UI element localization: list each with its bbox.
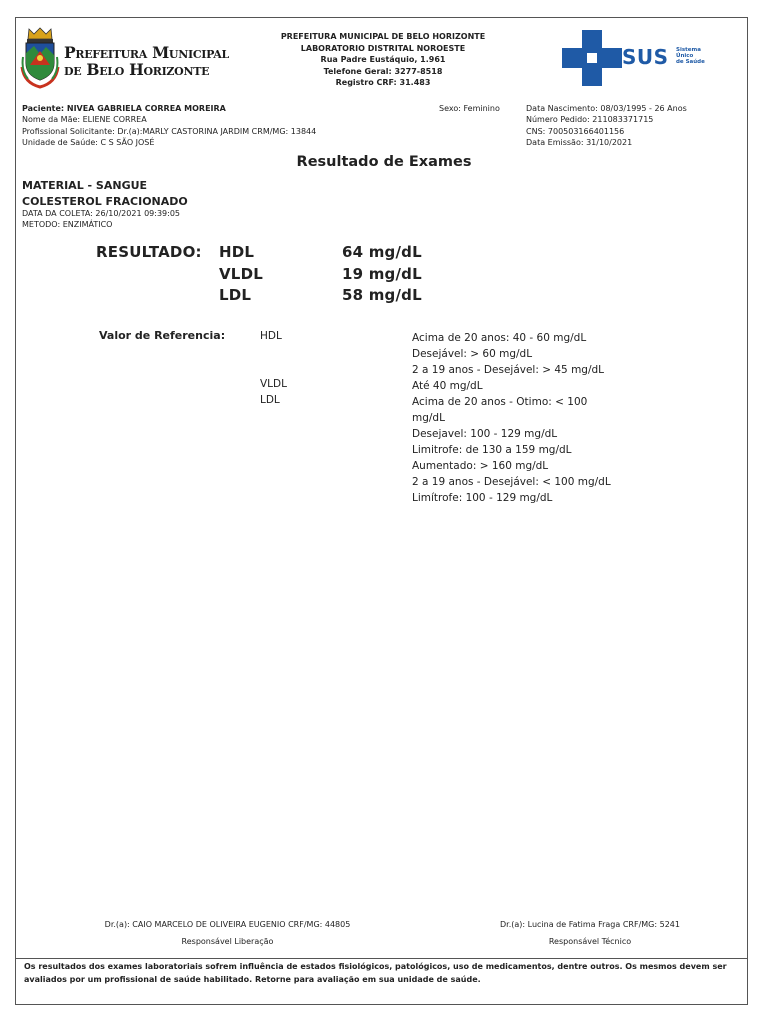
lab-header — [170, 31, 596, 89]
footer-disclaimer: Os resultados dos exames laboratoriais sofrem influência de estados fisiológicos, patológicos, uso de medicamentos, dentre outros. Os mesmos devem ser avaliados por um profissional de saúde habilitado. Retorne para avaliação em sua unidade de saúde. — [24, 962, 727, 984]
reference-line: 2 a 19 anos - Desejável: > 45 mg/dL — [412, 364, 605, 376]
reference-line: Desejável: > 60 mg/dL — [412, 348, 533, 360]
patient-name: Paciente: NIVEA GABRIELA CORREA MOREIRA — [22, 104, 226, 113]
reference-line: Limitrofe: de 130 a 159 mg/dL — [412, 444, 572, 456]
lab-crf: Registro CRF: 31.483 — [335, 78, 431, 87]
sus-word: SUS — [622, 45, 669, 69]
patient-requester: Profissional Solicitante: Dr.(a):MARLY CASTORINA JARDIM CRM/MG: 13844 — [22, 126, 317, 136]
sus-cross-icon — [562, 30, 624, 86]
coat-of-arms-icon — [20, 27, 60, 89]
result-ldl-name: LDL — [219, 286, 252, 304]
reference-line: Limítrofe: 100 - 129 mg/dL — [412, 492, 553, 504]
collection-date: DATA DA COLETA: 26/10/2021 09:39:05 — [22, 209, 180, 218]
footer-divider — [15, 958, 748, 959]
reference-label: Valor de Referencia: — [99, 329, 226, 342]
reference-hdl: HDL — [260, 330, 282, 342]
reference-line: Desejavel: 100 - 129 mg/dL — [412, 428, 558, 440]
reference-ldl: LDL — [260, 394, 280, 406]
signature-left-role: Responsável Liberação — [181, 937, 274, 946]
signature-left — [80, 916, 375, 950]
reference-line: Acima de 20 anos - Otimo: < 100 mg/dL — [412, 396, 588, 424]
exam-details — [22, 208, 180, 230]
sus-logo — [562, 30, 712, 86]
pbh-logo-text: Prefeitura Municipal de Belo Horizonte — [64, 43, 229, 79]
result-label: RESULTADO: — [96, 243, 202, 261]
exam-header — [22, 178, 188, 209]
lab-unit: LABORATORIO DISTRITAL NOROESTE — [300, 43, 466, 53]
signature-right — [470, 916, 710, 950]
exam-name: COLESTEROL FRACIONADO — [22, 194, 188, 208]
reference-line: Até 40 mg/dL — [412, 380, 483, 392]
reference-line: Aumentado: > 160 mg/dL — [412, 460, 549, 472]
cns-number: CNS: 700503166401156 — [526, 126, 625, 136]
result-vldl-name: VLDL — [219, 265, 263, 283]
lab-name: PREFEITURA MUNICIPAL DE BELO HORIZONTE — [280, 32, 486, 41]
exam-material: MATERIAL - SANGUE — [22, 179, 148, 192]
page-title: Resultado de Exames — [296, 154, 472, 170]
reference-vldl: VLDL — [260, 378, 287, 390]
emission-date: Data Emissão: 31/10/2021 — [526, 137, 633, 147]
reference-line: 2 a 19 anos - Desejável: < 100 mg/dL — [412, 476, 611, 488]
signature-left-name: Dr.(a): CAIO MARCELO DE OLIVEIRA EUGENIO CRF/MG: 44805 — [104, 920, 351, 929]
result-hdl-name: HDL — [219, 243, 255, 261]
sus-tagline: Sistema Único de Saúde — [676, 47, 705, 66]
result-hdl-value: 64 mg/dL — [342, 243, 422, 261]
order-number: Número Pedido: 211083371715 — [526, 115, 654, 125]
lab-address: Rua Padre Eustáquio, 1.961 — [320, 55, 446, 64]
patient-mother: Nome da Mãe: ELIENE CORREA — [22, 115, 147, 125]
reference-line: Acima de 20 anos: 40 - 60 mg/dL — [412, 332, 587, 344]
birth-date: Data Nascimento: 08/03/1995 - 26 Anos — [526, 104, 687, 113]
lab-phone: Telefone Geral: 3277-8518 — [323, 66, 443, 76]
signature-right-role: Responsável Técnico — [548, 937, 632, 946]
patient-sex: Sexo: Feminino — [439, 104, 500, 113]
patient-info — [22, 103, 316, 148]
order-info — [526, 103, 687, 148]
result-ldl-value: 58 mg/dL — [342, 286, 422, 304]
patient-health-unit: Unidade de Saúde: C S SÃO JOSÉ — [22, 137, 155, 147]
exam-method: METODO: ENZIMÁTICO — [22, 220, 113, 229]
result-vldl-value: 19 mg/dL — [342, 265, 422, 283]
reference-values — [412, 330, 647, 506]
signature-right-name: Dr.(a): Lucina de Fatima Fraga CRF/MG: 5241 — [500, 920, 680, 929]
